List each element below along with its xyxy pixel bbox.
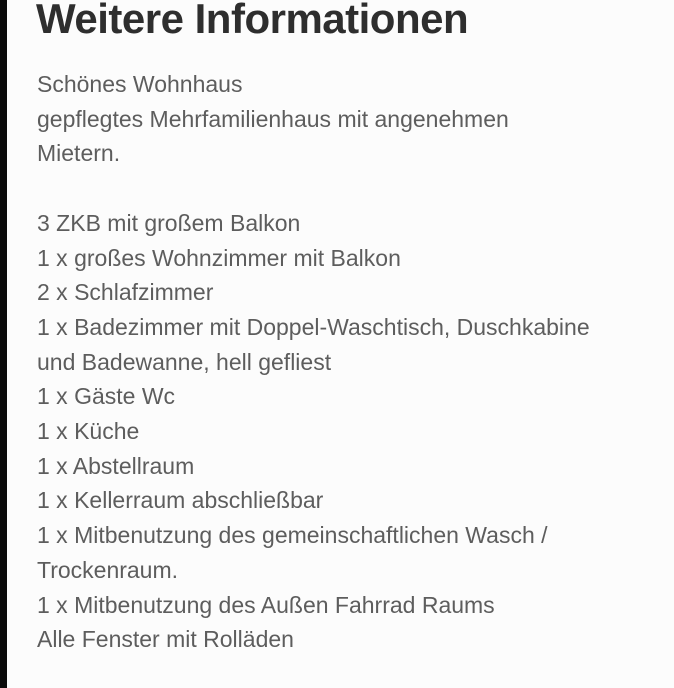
description-line: 1 x Gäste Wc — [37, 383, 176, 410]
description-line: Alle Fenster mit Rolläden — [37, 626, 294, 653]
description-line: 1 x Küche — [37, 418, 140, 445]
description-line: Mietern. — [37, 140, 121, 167]
description-line: 1 x Mitbenutzung des Außen Fahrrad Raums — [37, 591, 495, 618]
description-line: 3 ZKB mit großem Balkon — [37, 209, 301, 236]
description-line — [37, 171, 664, 206]
description-line: 1 x Badezimmer mit Doppel-Waschtisch, Duschkabine — [37, 313, 590, 340]
description-line: 1 x Mitbenutzung des gemeinschaftlichen Wasch / — [37, 522, 548, 549]
description-line: 1 x großes Wohnzimmer mit Balkon — [37, 244, 401, 271]
description-line: Schönes Wohnhaus — [37, 71, 243, 97]
description-text — [37, 67, 664, 657]
description-line: und Badewanne, hell gefliest — [37, 348, 332, 375]
left-edge-bar — [0, 0, 7, 688]
description-line: Trockenraum. — [37, 556, 179, 583]
description-line: gepflegtes Mehrfamilienhaus mit angenehmen — [37, 105, 509, 132]
description-line: 1 x Abstellraum — [37, 452, 195, 479]
description-line: 2 x Schlafzimmer — [37, 279, 214, 306]
description-line: 1 x Kellerraum abschließbar — [37, 487, 324, 514]
section-title: Weitere Informationen — [36, 0, 469, 42]
